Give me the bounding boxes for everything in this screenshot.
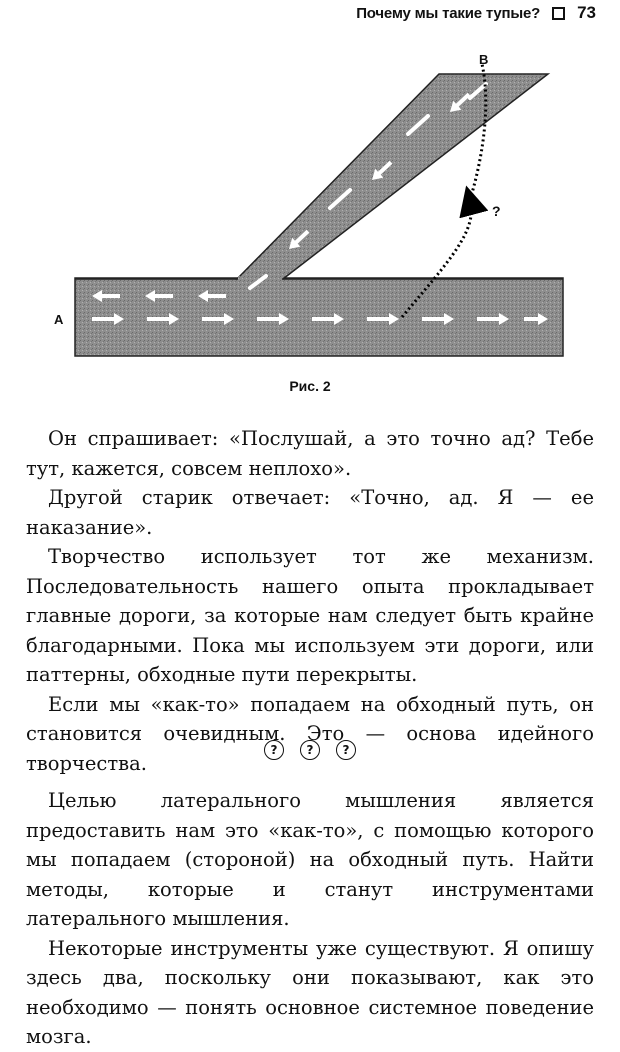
text-block-2 xyxy=(26,786,594,1052)
text-block-1 xyxy=(26,424,594,778)
paragraph: Творчество использует тот же механизм. Последовательность нашего опыта прокладывает главные дороги, за которые нам следует быть крайне благодарными. Пока мы используем эти дороги, или паттерны, обходные пути перекрыты. xyxy=(26,545,594,686)
road-diagram xyxy=(0,40,620,370)
question-circle-icon: ? xyxy=(336,740,356,760)
paragraph: Другой старик отвечает: «Точно, ад. Я — ее наказание». xyxy=(26,486,594,539)
side-road xyxy=(237,74,548,279)
paragraph: Некоторые инструменты уже существуют. Я опишу здесь два, поскольку они показывают, как это необходимо — понять основное системное поведение мозга. xyxy=(26,936,594,1048)
page-number: 73 xyxy=(577,3,596,22)
question-circle-icon: ? xyxy=(264,740,284,760)
label-b: B xyxy=(479,52,489,67)
label-a: A xyxy=(54,312,64,327)
header-title: Почему мы такие тупые? xyxy=(356,4,541,22)
running-header xyxy=(356,2,596,24)
question-circle-icon: ? xyxy=(300,740,320,760)
label-question: ? xyxy=(492,203,501,219)
paragraph: Целью латерального мышления является предоставить нам это «как-то», с помощью которого мы попадаем (стороной) на обходный путь. Найти методы, которые и станут инструментами латерального мышления. xyxy=(26,789,594,930)
figure-caption: Рис. 2 xyxy=(289,378,331,394)
section-separator xyxy=(0,740,620,760)
paragraph: Если мы «как-то» попадаем на обходный путь, он становится очевидным. Это — основа идейного творчества. xyxy=(26,692,594,775)
paragraph: Он спрашивает: «Послушай, а это точно ад? Тебе тут, кажется, совсем неплохо». xyxy=(26,427,594,480)
header-box-icon xyxy=(552,7,565,20)
